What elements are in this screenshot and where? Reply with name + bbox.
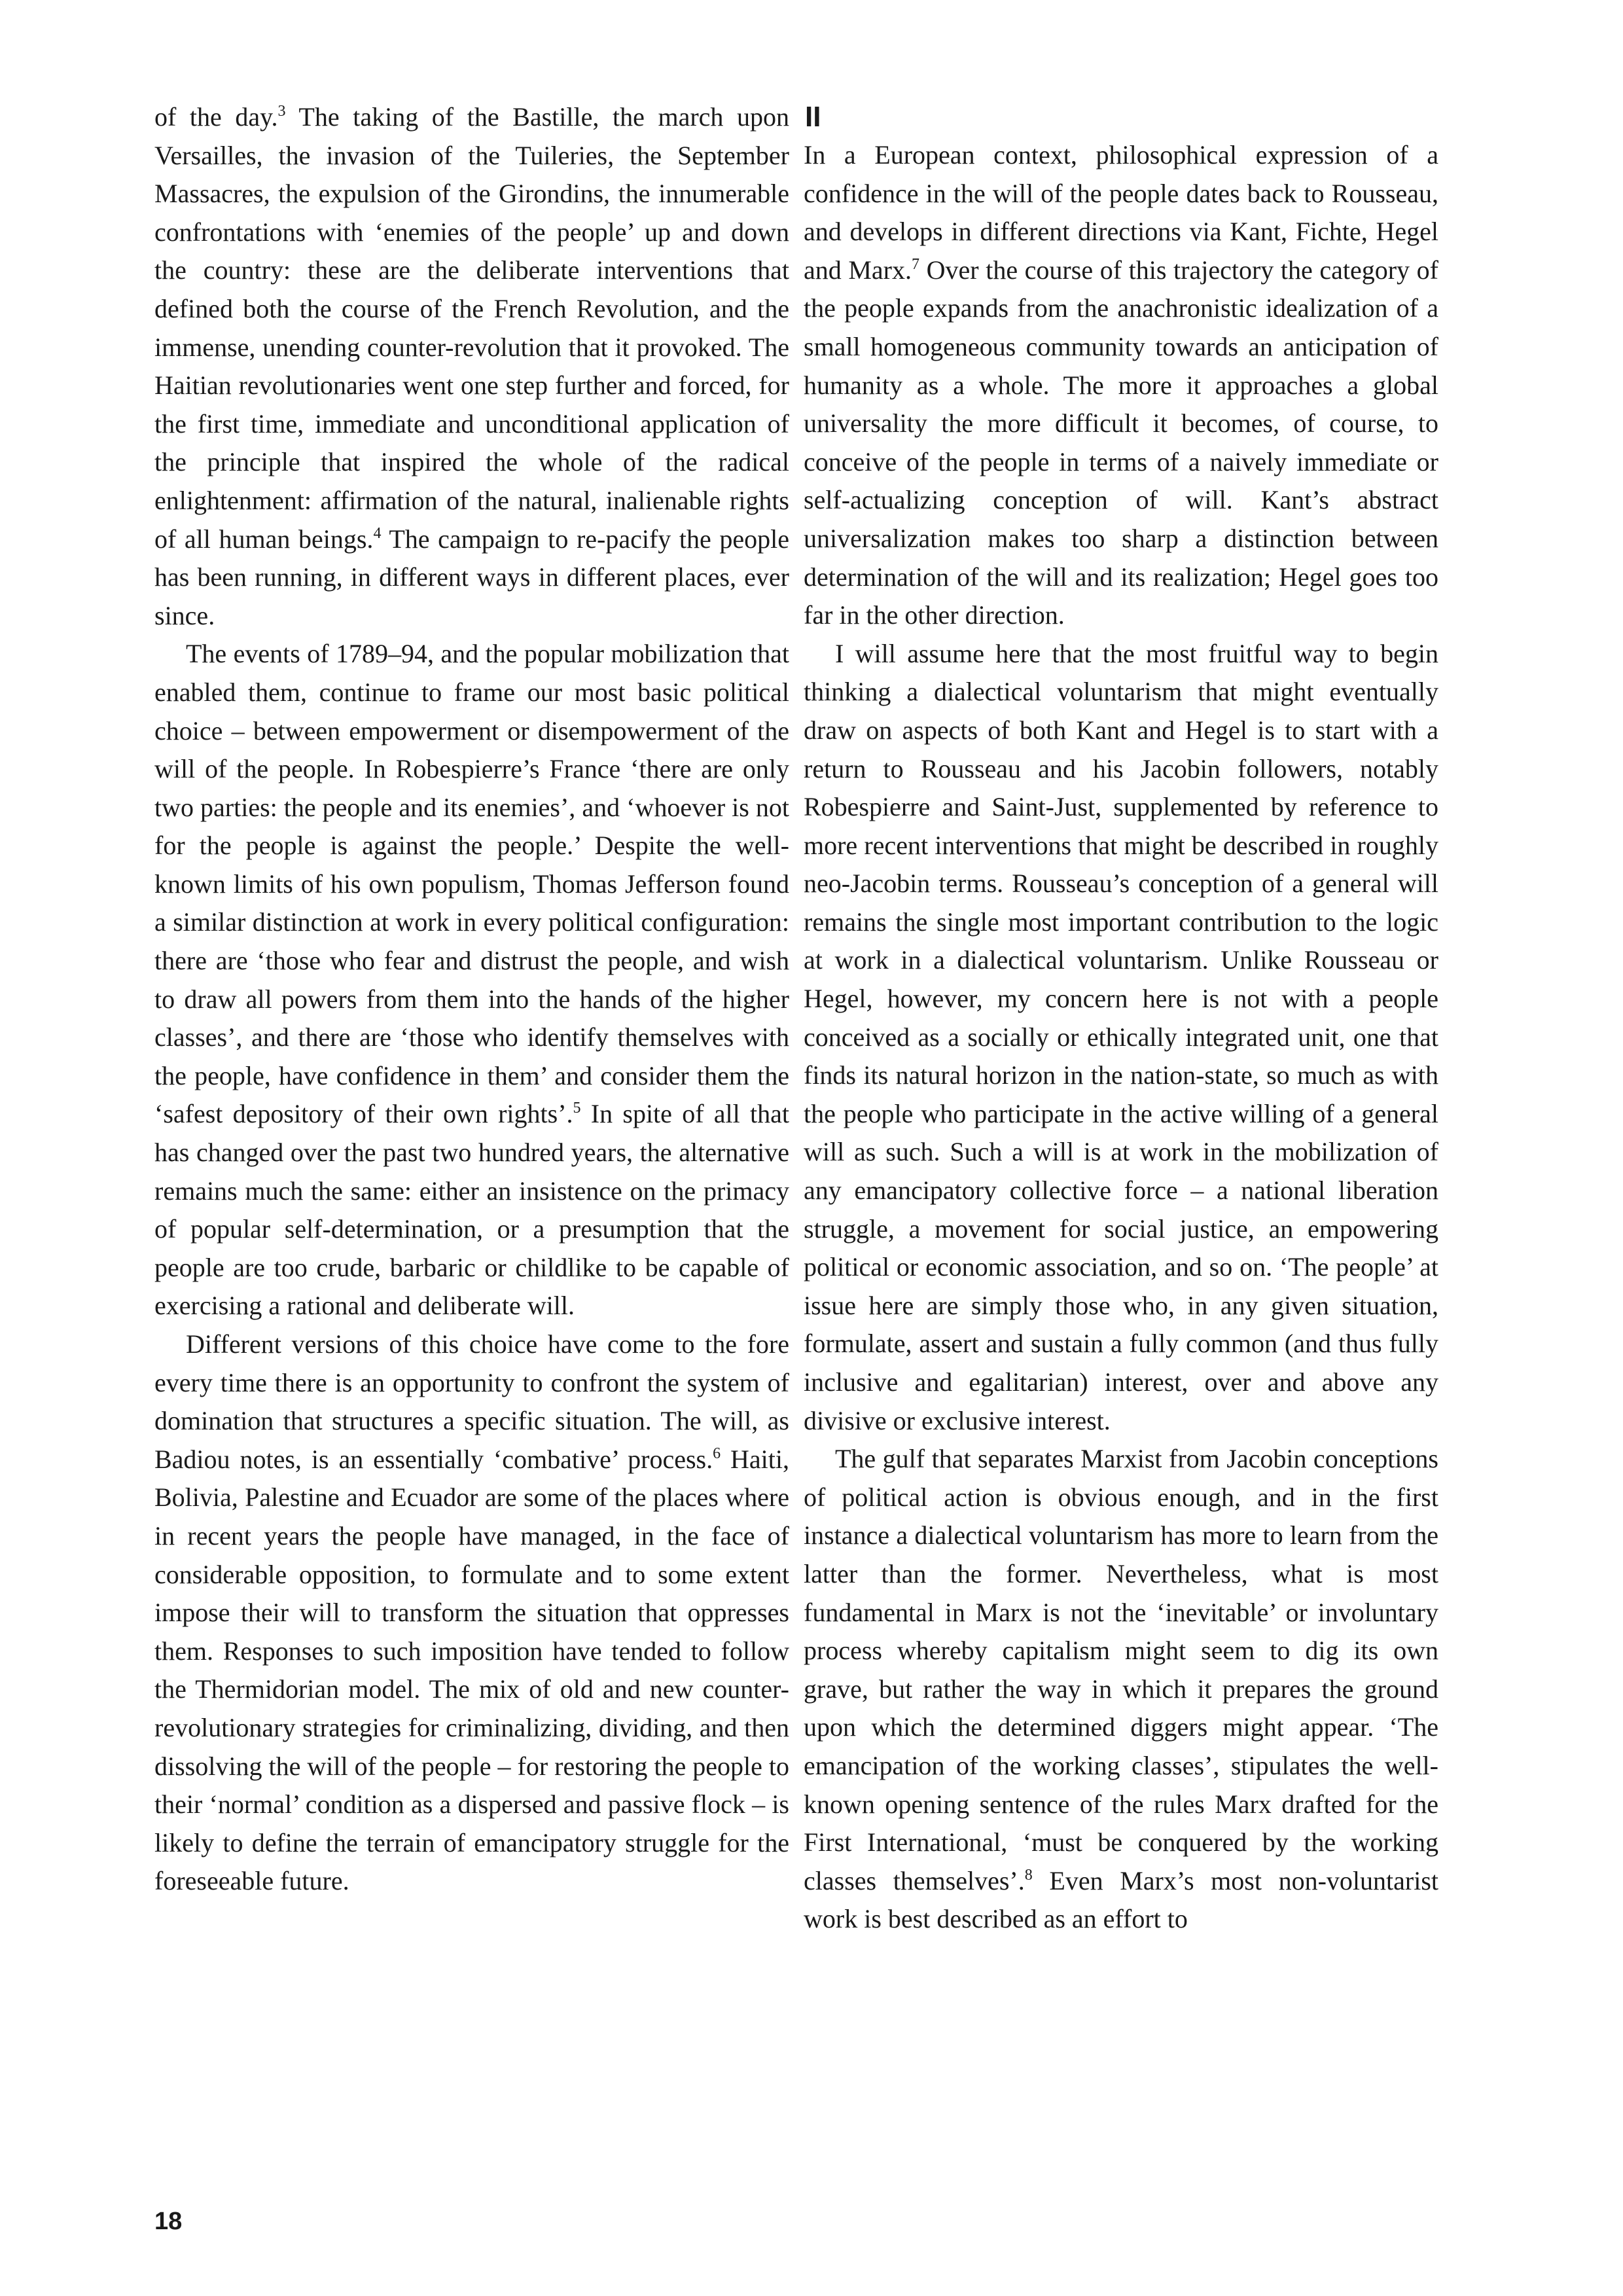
footnote-marker: 4: [373, 524, 382, 542]
footnote-marker: 6: [713, 1444, 721, 1462]
section-heading: II: [805, 101, 821, 133]
body-paragraph: I will assume here that the most fruitful way to begin thinking a dialectical voluntarism that might eventually draw on aspects of both Kant and Hegel is to start with a return to Rousseau and his Jacobin followers, notably Robespierre and Saint-Just, supplemented by reference to more recent interventions that might be described in roughly neo-Jacobin terms. Rousseau’s conception of a general will remains the single most important contribution to the logic at work in a dialectical voluntarism. Unlike Rousseau or Hegel, however, my concern here is not with a people conceived as a socially or ethically integrated unit, one that finds its natural horizon in the nation-state, so much as with the people who participate in the active willing of a general will as such. Such a will is at work in the mobilization of any emancipatory collective force – a national liberation struggle, a movement for social justice, an empowering political or economic association, and so on. ‘The people’ at issue here are simply those who, in any given situation, formulate, assert and sustain a fully common (and thus fully inclusive and egalitarian) interest, over and above any divisive or exclusive interest.: [804, 638, 1438, 1435]
body-paragraph: of the day.$^3$ The taking of the Bastille, the march upon Versailles, the invasion of the Tuileries, the September Massacres, the expulsion of the Girondins, the innumerable confrontations with ‘enemies of the people’ up and down the country: these are the deliberate interventions that defined both the course of the French Revolution, and the immense, unending counter-revolution that it provoked. The Haitian revolutionaries went one step further and forced, for the first time, immediate and unconditional application of the principle that inspired the whole of the radical enlightenment: affirmation of the natural, inalienable rights of all human beings.$^4$ The campaign to re-pacify the people has been running, in different ways in different places, ever since.: [154, 102, 789, 630]
body-paragraph: The gulf that separates Marxist from Jacobin conceptions of political action is obvious enough, and in the first instance a dialectical voluntarism has more to learn from the latter than the former. Nevertheless, what is most fundamental in Marx is not the ‘inevitable’ or involuntary process whereby capitalism might seem to dig its own grave, but rather the way in which it prepares the ground upon which the determined diggers might appear. ‘The emancipation of the working classes’, stipulates the well-known opening sentence of the rules Marx drafted for the First International, ‘must be conquered by the working classes themselves’.$^8$ Even Marx’s most non-voluntarist work is best described as an effort to: [804, 1444, 1438, 1934]
footnote-marker: 5: [573, 1100, 581, 1117]
left-column: [154, 98, 789, 1901]
page-number: 18: [154, 2208, 183, 2235]
footnote-marker: 3: [277, 103, 286, 120]
body-paragraph: The events of 1789–94, and the popular mobilization that enabled them, continue to frame our most basic political choice – between empowerment or disempowerment of the will of the people. In Robespierre’s France ‘there are only two parties: the people and its enemies’, and ‘whoever is not for the people is against the people.’ Despite the well-known limits of his own populism, Thomas Jefferson found a similar distinction at work in every political configuration: there are ‘those who fear and distrust the people, and wish to draw all powers from them into the hands of the higher classes’, and there are ‘those who identify themselves with the people, have confidence in them’ and consider them the ‘safest depository of their own rights’.$^5$ In spite of all that has changed over the past two hundred years, the alternative remains much the same: either an insistence on the primacy of popular self-determination, or a presumption that the people are too crude, barbaric or childlike to be capable of exercising a rational and deliberate will.: [154, 639, 790, 1321]
footnote-marker: 8: [1024, 1866, 1033, 1884]
body-paragraph: Different versions of this choice have come to the fore every time there is an opportunity to confront the system of domination that structures a specific situation. The will, as Badiou notes, is an essentially ‘combative’ process.$^6$ Haiti, Bolivia, Palestine and Ecuador are some of the places where in recent years the people have managed, in the face of considerable opposition, to formulate and to some extent impose their will to transform the situation that oppresses them. Responses to such imposition have tended to follow the Thermidorian model. The mix of old and new counter-revolutionary strategies for criminalizing, dividing, and then dissolving the will of the people – for restoring the people to their ‘normal’ condition as a dispersed and passive flock – is likely to define the terrain of emancipatory struggle for the foreseeable future.: [154, 1329, 790, 1896]
body-paragraph: In a European context, philosophical expression of a confidence in the will of the people dates back to Rousseau, and develops in different directions via Kant, Fichte, Hegel and Marx.$^7$ Over the course of this trajectory the category of the people expands from the anachronistic idealization of a small homogeneous community towards an anticipation of humanity as a whole. The more it approaches a global universality the more difficult it becomes, of course, to conceive of the people in terms of a naively immediate or self-actualizing conception of will. Kant’s abstract universalization makes too sharp a distinction between determination of the will and its realization; Hegel goes too far in the other direction.: [804, 140, 1438, 630]
footnote-marker: 7: [912, 255, 920, 273]
right-column: [804, 98, 1438, 1939]
